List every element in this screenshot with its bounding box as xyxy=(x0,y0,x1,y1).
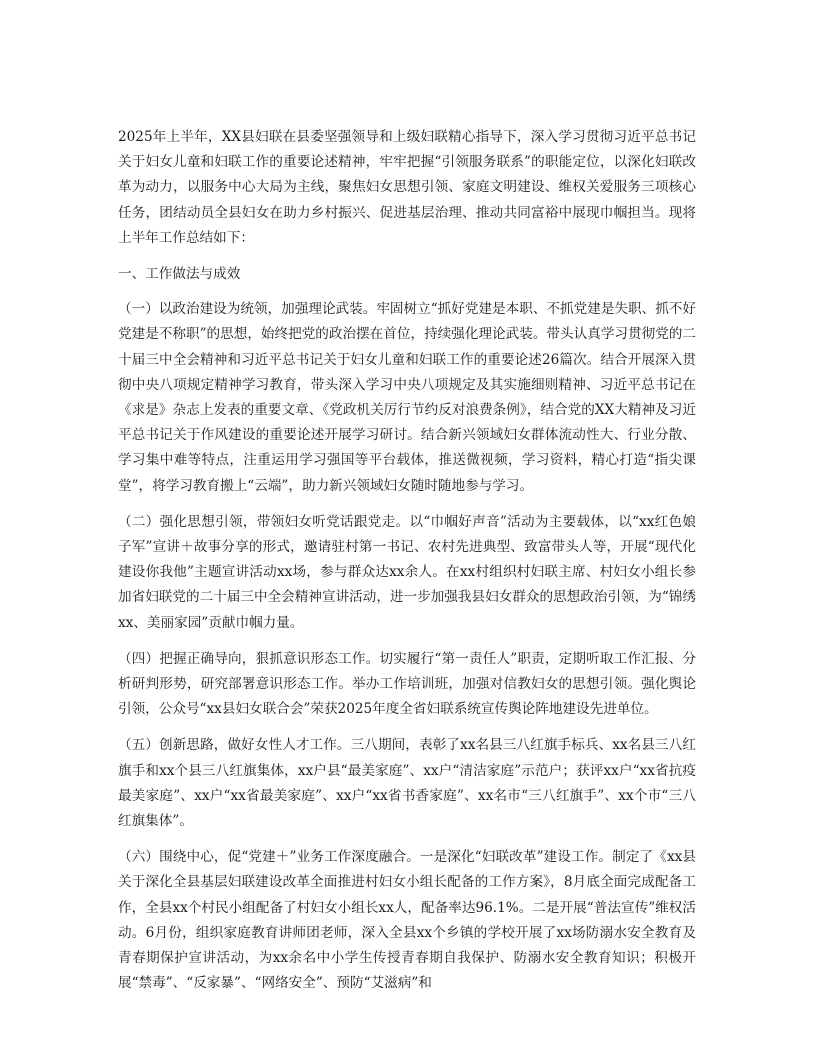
paragraph-ideological-guidance: （二）强化思想引领，带领妇女听党话跟党走。以“巾帼好声音”活动为主要载体，以“xx红色娘子军”宣讲＋故事分享的形式，邀请驻村第一书记、农村先进典型、致富带头人等，开展“现代化建设你我他”主题宣讲活动xx场，参与群众达xx余人。在xx村组织村妇联主席、村妇女小组长参加省妇联党的二十届三中全会精神宣讲活动，进一步加强我县妇女群众的思想政治引领，为“锦绣xx、美丽家园”贡献巾帼力量。 xyxy=(118,513,696,631)
intro-paragraph: 2025年上半年，XX县妇联在县委坚强领导和上级妇联精心指导下，深入学习贯彻习近平总书记关于妇女儿童和妇联工作的重要论述精神，牢牢把握“引领服务联系”的职能定位，以深化妇联改革为动力，以服务中心大局为主线，聚焦妇女思想引领、家庭文明建设、维权关爱服务三项核心任务，团结动员全县妇女在助力乡村振兴、促进基层治理、推动共同富裕中展现巾帼担当。现将上半年工作总结如下： xyxy=(118,129,696,246)
paragraph-talent-work: （五）创新思路，做好女性人才工作。三八期间，表彰了xx名县三八红旗手标兵、xx名县三八红旗手和xx个县三八红旗集体，xx户县“最美家庭”、xx户“清洁家庭”示范户；获评xx户“xx省抗疫最美家庭”、xx户“xx省最美家庭”、xx户“xx省书香家庭”、xx名市“三八红旗手”、xx个市“三八红旗集体”。 xyxy=(118,737,696,830)
paragraph-party-building-integration: （六）围绕中心，促“党建＋”业务工作深度融合。一是深化“妇联改革”建设工作。制定了《xx县关于深化全县基层妇联建设改革全面推进村妇女小组长配备的工作方案》，8月底全面完成配备工作，全县xx个村民小组配备了村妇女小组长xx人，配备率达96.1%。二是开展“普法宣传”维权活动。6月份，组织家庭教育讲师团老师，深入全县xx个乡镇的学校开展了xx场防溺水安全教育及青春期保护宣讲活动，为xx余名中小学生传授青春期自我保护、防溺水安全教育知识；积极开展“禁毒”、“反家暴”、“网络安全”、预防“艾滋病”和 xyxy=(118,849,696,992)
paragraph-political-construction: （一）以政治建设为统领，加强理论武装。牢固树立“抓好党建是本职、不抓党建是失职、抓不好党建是不称职”的思想，始终把党的政治摆在首位，持续强化理论武装。带头认真学习贯彻党的二十届三中全会精神和习近平总书记关于妇女儿童和妇联工作的重要论述26篇次。结合开展深入贯彻中央八项规定精神学习教育，带头深入学习中央八项规定及其实施细则精神、习近平总书记在《求是》杂志上发表的重要文章、《党政机关厉行节约反对浪费条例》，结合党的XX大精神及习近平总书记关于作风建设的重要论述开展学习研讨。结合新兴领域妇女群体流动性大、行业分散、学习集中难等特点，注重运用学习强国等平台载体，推送微视频，学习资料，精心打造“指尖课堂”，将学习教育搬上“云端”，助力新兴领域妇女随时随地参与学习。 xyxy=(118,301,696,494)
section-heading: 一、工作做法与成效 xyxy=(118,266,241,283)
paragraph-ideology-work: （四）把握正确导向，狠抓意识形态工作。切实履行“第一责任人”职责，定期听取工作汇报、分析研判形势，研究部署意识形态工作。举办工作培训班，加强对信教妇女的思想引领。强化舆论引领，公众号“xx县妇女联合会”荣获2025年度全省妇联系统宣传舆论阵地建设先进单位。 xyxy=(118,650,696,718)
